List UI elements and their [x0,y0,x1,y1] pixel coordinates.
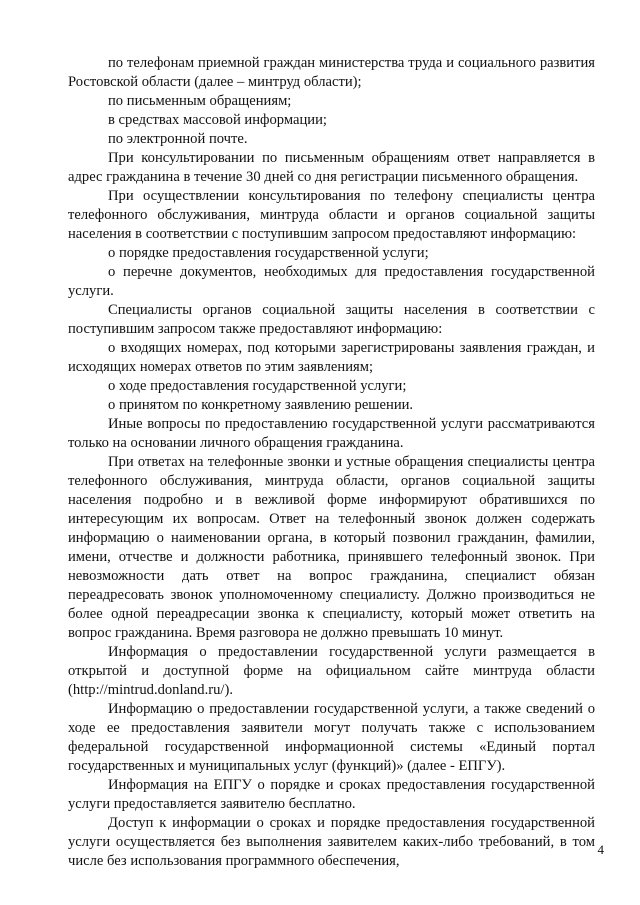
paragraph: Иные вопросы по предоставлению государственной услуги рассматриваются только на основании личного обращения гражданина. [68,416,595,451]
document-body [68,54,595,871]
paragraph: При осуществлении консультирования по телефону специалисты центра телефонного обслуживания, минтруда области и органов социальной защиты населения в соответствии с поступившим запросом предоставляют информацию: [68,188,595,242]
paragraph: Доступ к информации о сроках и порядке предоставления государственной услуги осуществляется без выполнения заявителем каких-либо требований, в том числе без использования программного обеспечения, [68,815,595,869]
paragraph: по электронной почте. [108,131,248,147]
paragraph: о ходе предоставления государственной услуги; [108,378,407,394]
paragraph: При ответах на телефонные звонки и устные обращения специалисты центра телефонного обслуживания, минтруда области, органов социальной защиты населения подробно и в вежливой форме информируют обратившихся по интересующим их вопросам. Ответ на телефонный звонок должен содержать информацию о наименовании органа, в который позвонил гражданин, фамилии, имени, отчестве и должности работника, принявшего телефонный звонок. При невозможности дать ответ на вопрос гражданина, специалист обязан переадресовать звонок уполномоченному специалисту. Должно производиться не более одной переадресации звонка к специалисту, который может ответить на вопрос гражданина. Время разговора не должно превышать 10 минут. [68,454,595,641]
paragraph: о перечне документов, необходимых для предоставления государственной услуги. [68,264,595,299]
page-number: 4 [597,842,604,857]
paragraph: о принятом по конкретному заявлению решении. [108,397,414,413]
paragraph: о порядке предоставления государственной услуги; [108,245,429,261]
paragraph: по письменным обращениям; [108,93,292,109]
paragraph: При консультировании по письменным обращениям ответ направляется в адрес гражданина в течение 30 дней со дня регистрации письменного обращения. [68,150,595,185]
paragraph: Информация о предоставлении государственной услуги размещается в открытой и доступной форме на официальном сайте минтруда области (http://mintrud.donland.ru/). [68,644,595,698]
paragraph: по телефонам приемной граждан министерства труда и социального развития Ростовской области (далее – минтруд области); [68,55,595,90]
paragraph: Информацию о предоставлении государственной услуги, а также сведений о ходе ее предоставления заявители могут получать также с использованием федеральной государственной информационной системы «Единый портал государственных и муниципальных услуг (функций)» (далее - ЕПГУ). [68,701,595,774]
paragraph: Информация на ЕПГУ о порядке и сроках предоставления государственной услуги предоставляется заявителю бесплатно. [68,777,595,812]
paragraph: в средствах массовой информации; [108,112,327,128]
paragraph: о входящих номерах, под которыми зарегистрированы заявления граждан, и исходящих номерах ответов по этим заявлениям; [68,340,595,375]
paragraph: Специалисты органов социальной защиты населения в соответствии с поступившим запросом также предоставляют информацию: [68,302,595,337]
